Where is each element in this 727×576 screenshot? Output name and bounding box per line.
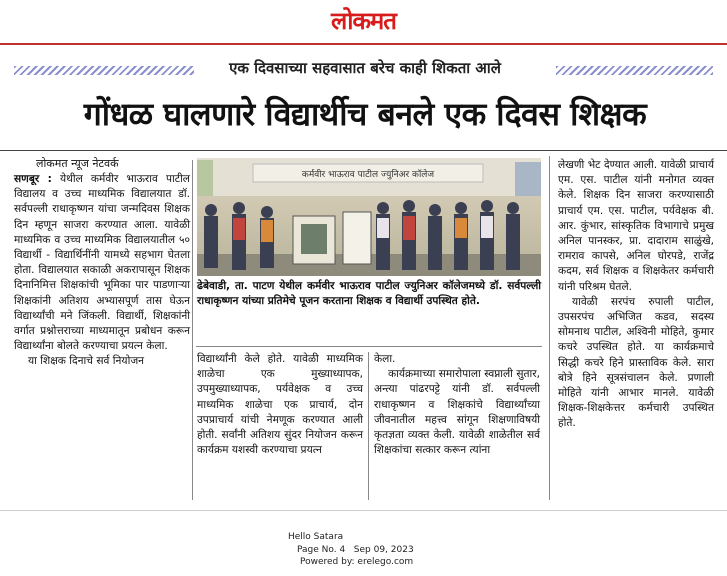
column-divider <box>549 156 550 500</box>
headline-rule <box>0 150 727 151</box>
col3-paragraph-2: कार्यक्रमाच्या समारोपाला स्वप्नाली सुतार, अन्त्या पांढरपट्टे यांनी डॉ. सर्वपल्ली राधाकृष्णन व शिक्षकांचे विद्यार्थ्यांच्या जीवनातील महत्त्व सांगून शिक्षणाविषयी कृतज्ञता व्यक्त केली. यावेळी शाळेतील सर्व शिक्षकांचा सत्कार करून त्यांना <box>374 368 540 457</box>
kicker-stripe-left <box>14 66 194 75</box>
column-divider <box>368 352 369 500</box>
kicker-stripe-right <box>556 66 713 75</box>
footer-date: Sep 09, 2023 <box>353 545 414 555</box>
footer-powered: Powered by: erelego.com <box>300 557 414 567</box>
col4-paragraph-1: लेखणी भेट देण्यात आली. यावेळी प्राचार्य एम. एस. पाटील यांनी मनोगत व्यक्त केले. शिक्षक दिन साजरा करण्यासाठी प्राचार्य एम. एस. पाटील, पर्यवेक्षक बी. आर. कुंभार, सांस्कृतिक विभागाचे प्रमुख अनिल पानस्कर, प्रा. दादाराम साळुंखे, रामराव कापसे, अनिल घोरपडे, राजेंद्र कदम, सर्व शिक्षक व शिक्षकेतर कर्मचारी यांनी परिश्रम घेतले. <box>558 159 714 293</box>
col1-lead: येथील कर्मवीर भाऊराव पाटील विद्यालय व उच्च माध्यमिक विद्यालयात डॉ. सर्वपल्ली राधाकृष्णन यांचा जन्मदिवस शिक्षक दिन म्हणून साजरा करण्यात आला. यावेळी माध्यमिक व उच्च माध्यमिक विद्यालयातील ५० विद्यार्थी - विद्यार्थिनींनी यामध्ये सहभाग घेतला होता. विद्यालयात सकाळी अकरापासून शिक्षक दिनानिमित्त शिक्षकांची भूमिका पार पाडणाऱ्या शिक्षकांनी अतिशय अभ्यासपूर्ण तास घेऊन विद्यार्थ्यांची मने जिंकली. विद्यार्थी, शिक्षकांनी वर्गात प्रश्नोत्तराच्या माध्यमातून प्रबोधन करून विद्यार्थ्यांना बोलते करण्याचा प्रयत्न केला. <box>14 173 190 353</box>
column-divider <box>192 160 193 500</box>
kicker: एक दिवसाच्या सहवासात बरेच काही शिकता आले <box>229 59 501 77</box>
footer-rule <box>0 510 727 511</box>
column-3 <box>374 352 540 458</box>
footer-page: Page No. 4 <box>297 545 346 555</box>
news-photo <box>197 158 541 276</box>
col2-text: विद्यार्थ्यांनी केले होते. यावेळी माध्यमिक शाळेचा एक मुख्याध्यापक, उपमुख्याध्यापक, पर्यवेक्षक व उच्च माध्यमिक शाळेचा एक प्राचार्य, दोन उपप्राचार्य यांची नेमणूक करण्यात आली होती. सर्वांनी अतिशय सुंदर नियोजन करून कार्यक्रम यशस्वी करण्याचा प्रयत्न <box>197 353 363 457</box>
photo-caption: ढेबेवाडी, ता. पाटण येथील कर्मवीर भाऊराव पाटील ज्युनिअर कॉलेजमध्ये डॉ. सर्वपल्ली राधाकृष्णन यांच्या प्रतिमेचे पूजन करताना शिक्षक व विद्यार्थी उपस्थित होते. <box>197 280 541 307</box>
col3-paragraph-1: केला. <box>374 353 396 365</box>
headline: गोंधळ घालणारे विद्यार्थीच बनले एक दिवस शिक्षक <box>83 95 647 133</box>
column-2 <box>197 352 363 458</box>
column-1 <box>14 172 190 370</box>
dateline: सणबूर : <box>14 173 52 185</box>
byline: लोकमत न्यूज नेटवर्क <box>36 157 119 170</box>
masthead-logo: लोकमत <box>331 7 396 35</box>
col1-paragraph-2: या शिक्षक दिनाचे सर्व नियोजन <box>28 355 145 368</box>
caption-rule <box>196 346 542 347</box>
masthead-rule <box>0 43 727 45</box>
column-4 <box>558 158 714 432</box>
footer-source: Hello Satara <box>288 532 344 542</box>
footer-page-date <box>297 545 414 555</box>
col4-paragraph-2: यावेळी सरपंच रुपाली पाटील, उपसरपंच अभिजित कडव, सदस्य सोमनाथ पाटील, अश्विनी मोहिते, कुमार कचरे उपस्थित होते. या कार्यक्रमाचे सिद्धी कचरे हिने प्रास्ताविक केले. सारा बोत्रे हिने सूत्रसंचालन केले. प्रणाली मोहिते यांनी आभार मानले. यावेळी शिक्षक-शिक्षकेत्तर कर्मचारी उपस्थित होते. <box>558 295 714 430</box>
photo-banner-text: कर्मवीर भाऊराव पाटील ज्युनिअर कॉलेज <box>301 170 435 180</box>
